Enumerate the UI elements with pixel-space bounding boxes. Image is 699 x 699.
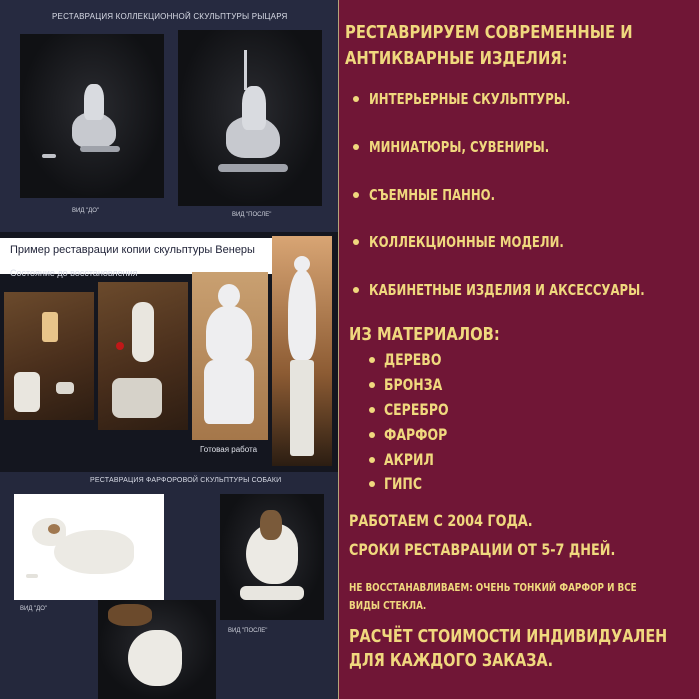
services-heading-line2: АНТИКВАРНЫЕ ИЗДЕЛИЯ: [345, 48, 568, 69]
material-item-label: ГИПС [384, 474, 423, 493]
material-item [369, 400, 467, 419]
bullet-dot-icon [369, 382, 375, 388]
venus-before-photo-1 [4, 292, 94, 420]
bullet-dot-icon [369, 481, 375, 487]
base-figure [80, 146, 120, 152]
services-heading-line1: РЕСТАВРИРУЕМ СОВРЕМЕННЫЕ И [345, 22, 633, 43]
knight-figure [242, 86, 266, 130]
venus-column-photo [272, 236, 332, 466]
bullet-dot-icon [369, 407, 375, 413]
venus-torso-figure [206, 306, 252, 362]
materials-heading: ИЗ МАТЕРИАЛОВ: [349, 324, 500, 345]
knight-before-label: ВИД "ДО" [72, 208, 100, 214]
bullet-dot-icon [353, 144, 359, 150]
red-object-figure [116, 342, 124, 350]
dog-spot-figure [48, 524, 60, 534]
bullet-dot-icon [353, 96, 359, 102]
dog-before-label: ВИД "ДО" [20, 606, 48, 612]
service-item [353, 233, 619, 251]
dog-example-panel [0, 472, 338, 699]
material-item-label: СЕРЕБРО [384, 400, 449, 419]
dog-after-photo-1 [220, 494, 324, 620]
venus-done-label: Готовая работа [200, 445, 258, 454]
bullet-dot-icon [353, 239, 359, 245]
statue-fragment-figure [112, 378, 162, 418]
venus-title: Пример реставрации копии скульптуры Венеры [10, 244, 255, 256]
price-line1: РАСЧЁТ СТОИМОСТИ ИНДИВИДУАЛЕН [349, 626, 668, 647]
statue-fragment-figure [14, 372, 40, 412]
service-item [353, 186, 531, 204]
service-item [353, 138, 600, 156]
broken-part-figure [42, 154, 56, 158]
service-item-label: КОЛЛЕКЦИОННЫЕ МОДЕЛИ. [369, 233, 564, 251]
service-item [353, 281, 699, 299]
spear-figure [244, 50, 247, 90]
bullet-dot-icon [353, 287, 359, 293]
service-item-label: СЪЕМНЫЕ ПАННО. [369, 186, 496, 204]
material-item-label: ДЕРЕВО [384, 350, 442, 369]
material-item [369, 425, 465, 444]
since-text: РАБОТАЕМ С 2004 ГОДА. [349, 511, 533, 530]
dog-before-photo [14, 494, 164, 600]
price-text [349, 625, 667, 673]
material-item-label: АКРИЛ [384, 450, 434, 469]
bullet-dot-icon [369, 432, 375, 438]
price-line2: ДЛЯ КАЖДОГО ЗАКАЗА. [349, 650, 554, 671]
terms-text: СРОКИ РЕСТАВРАЦИИ ОТ 5-7 ДНЕЙ. [349, 540, 616, 559]
services-heading [345, 20, 633, 72]
venus-drape-figure [204, 360, 254, 424]
bullet-dot-icon [369, 457, 375, 463]
statue-fragment-figure [56, 382, 74, 394]
knight-after-photo [178, 30, 322, 206]
dog-after-label: ВИД "ПОСЛЕ" [228, 628, 268, 634]
dog-caption: РЕСТАВРАЦИЯ ФАРФОРОВОЙ СКУЛЬПТУРЫ СОБАКИ [90, 477, 282, 484]
dog-body-figure [54, 530, 134, 574]
knight-after-label: ВИД "ПОСЛЕ" [232, 212, 272, 218]
venus-statue-figure [288, 270, 316, 360]
dog-head-figure [260, 510, 282, 540]
venus-example-panel [0, 232, 338, 472]
dog-after-photo-2 [98, 600, 216, 699]
service-item [353, 90, 627, 108]
column-figure [290, 360, 314, 456]
statue-fragment-figure [132, 302, 154, 362]
knight-figure [84, 84, 104, 120]
dog-paws-figure [240, 586, 304, 600]
knight-before-photo [20, 34, 164, 198]
knight-example-panel [0, 0, 338, 232]
material-item [369, 450, 448, 469]
material-item [369, 350, 458, 369]
not-restore-text [349, 579, 637, 615]
material-item-label: ФАРФОР [384, 425, 448, 444]
venus-before-photo-2 [98, 282, 188, 430]
service-item-label: ИНТЕРЬЕРНЫЕ СКУЛЬПТУРЫ. [369, 90, 571, 108]
bullet-dot-icon [369, 357, 375, 363]
venus-head-figure [218, 284, 240, 308]
material-item [369, 474, 433, 493]
service-item-label: КАБИНЕТНЫЕ ИЗДЕЛИЯ И АКСЕССУАРЫ. [369, 281, 645, 299]
column-fragment-figure [42, 312, 58, 342]
services-panel [338, 0, 699, 699]
not-restore-line1: НЕ ВОССТАНАВЛИВАЕМ: ОЧЕНЬ ТОНКИЙ ФАРФОР И ВСЕ [349, 581, 637, 594]
base-figure [218, 164, 288, 172]
service-item-label: МИНИАТЮРЫ, СУВЕНИРЫ. [369, 138, 550, 156]
venus-finished-photo [192, 272, 268, 440]
knight-caption: РЕСТАВРАЦИЯ КОЛЛЕКЦИОННОЙ СКУЛЬПТУРЫ РЫЦАРЯ [52, 12, 288, 21]
dog-head-figure [108, 604, 152, 626]
examples-column [0, 0, 338, 699]
dog-body-figure [128, 630, 182, 686]
broken-part-figure [26, 574, 38, 578]
material-item [369, 375, 459, 394]
not-restore-line2: ВИДЫ СТЕКЛА. [349, 599, 427, 612]
bullet-dot-icon [353, 192, 359, 198]
venus-subtitle: Состояние до восстановления [10, 268, 138, 278]
material-item-label: БРОНЗА [384, 375, 443, 394]
